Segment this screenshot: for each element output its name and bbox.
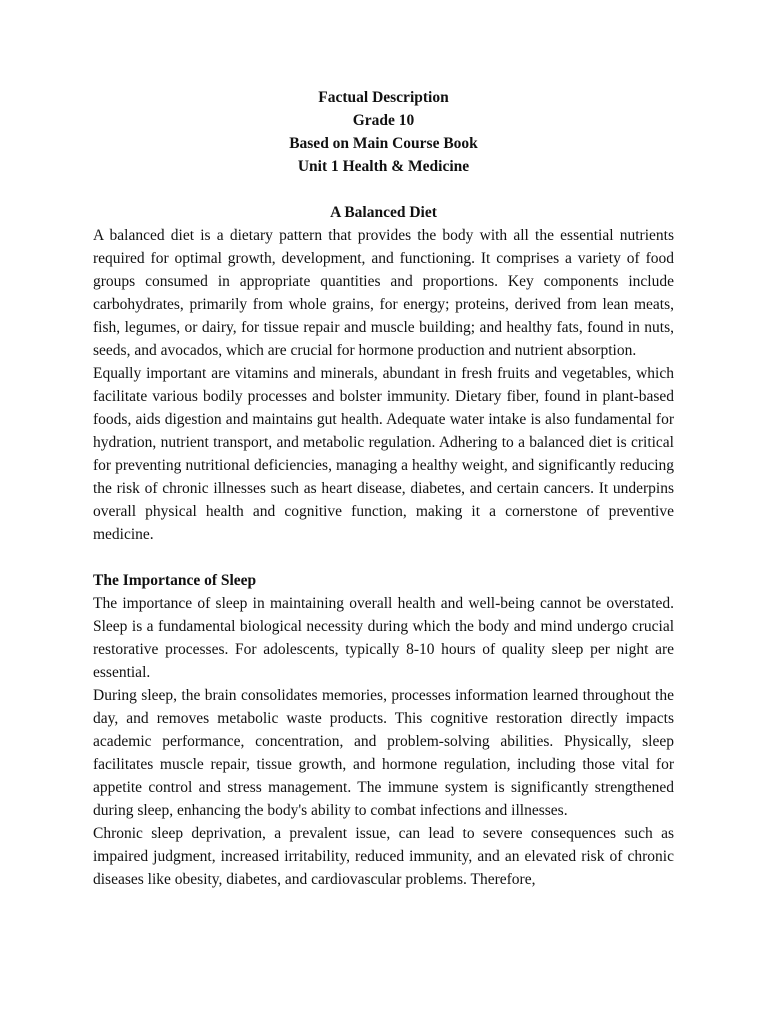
section-title-sleep: The Importance of Sleep [93, 572, 257, 589]
document-page [93, 86, 674, 891]
header-title: Factual Description [318, 89, 449, 106]
section-title-balanced-diet: A Balanced Diet [330, 204, 437, 221]
header-source: Based on Main Course Book [289, 135, 478, 152]
paragraph-sleep-2: During sleep, the brain consolidates memories, processes information learned throughout the day, and removes metabolic waste products. This cognitive restoration directly impacts academic performance, concentration, and problem-solving abilities. Physically, sleep facilitates muscle repair, tissue growth, and hormone regulation, including those vital for appetite control and stress management. The immune system is significantly strengthened during sleep, enhancing the body's ability to combat infections and illnesses. [93, 687, 674, 819]
paragraph-sleep-3: Chronic sleep deprivation, a prevalent issue, can lead to severe consequences such as impaired judgment, increased irritability, reduced immunity, and an elevated risk of chronic diseases like obesity, diabetes, and cardiovascular problems. Therefore, [93, 825, 674, 888]
paragraph-diet-1: A balanced diet is a dietary pattern that provides the body with all the essential nutrients required for optimal growth, development, and functioning. It comprises a variety of food groups consumed in appropriate quantities and proportions. Key components include carbohydrates, primarily from whole grains, for energy; proteins, derived from lean meats, fish, legumes, or dairy, for tissue repair and muscle building; and healthy fats, found in nuts, seeds, and avocados, which are crucial for hormone production and nutrient absorption. [93, 227, 674, 359]
document-header [93, 86, 674, 178]
paragraph-diet-2: Equally important are vitamins and minerals, abundant in fresh fruits and vegetables, which facilitate various bodily processes and bolster immunity. Dietary fiber, found in plant-based foods, aids digestion and maintains gut health. Adequate water intake is also fundamental for hydration, nutrient transport, and metabolic regulation. Adhering to a balanced diet is critical for preventing nutritional deficiencies, managing a healthy weight, and significantly reducing the risk of chronic illnesses such as heart disease, diabetes, and certain cancers. It underpins overall physical health and cognitive function, making it a cornerstone of preventive medicine. [93, 365, 674, 543]
paragraph-sleep-1: The importance of sleep in maintaining overall health and well-being cannot be overstated. Sleep is a fundamental biological necessity during which the body and mind undergo crucial restorative processes. For adolescents, typically 8-10 hours of quality sleep per night are essential. [93, 595, 674, 681]
header-grade: Grade 10 [352, 112, 415, 129]
header-unit: Unit 1 Health & Medicine [297, 158, 470, 175]
